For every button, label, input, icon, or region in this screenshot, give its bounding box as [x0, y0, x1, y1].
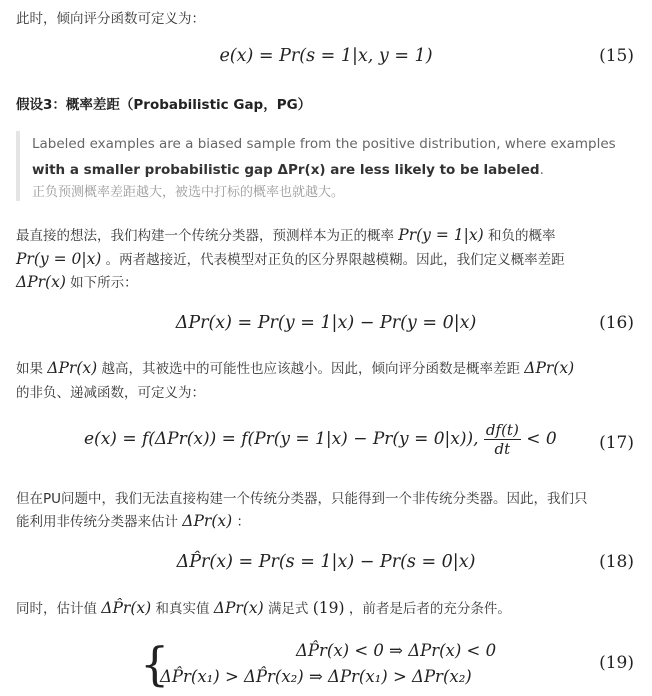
equation-17-number: (17)	[599, 433, 634, 453]
equation-19-number: (19)	[599, 653, 634, 673]
quote-line-1: Labeled examples are a biased sample from the positive distribution, where examples	[32, 136, 616, 152]
quote-line-3: 正负预测概率差距越大，被选中打标的概率也就越大。	[32, 185, 345, 200]
para2-line1: 如果 ΔPr(x) 越高，其被选中的可能性也应该越小。因此，倾向评分函数是概率差距 ΔPr(x)	[16, 359, 575, 377]
para3-line1: 但在PU问题中，我们无法直接构建一个传统分类器，只能得到一个非传统分类器。因此，我们只	[16, 491, 588, 507]
quote-bold-text: with a smaller probabilistic gap ΔPr(x) are less likely to be labeled	[32, 162, 540, 178]
left-brace: {	[140, 637, 170, 691]
assumption-heading: 假设3：概率差距（Probabilistic Gap，PG）	[16, 97, 312, 113]
para4-line1: 同时，估计值 ΔP̂r(x) 和真实值 ΔPr(x) 满足式 (19) ，前者是后者的充分条件。	[16, 599, 511, 617]
quote-bar	[16, 131, 20, 201]
math-inline: ΔPr(x)	[182, 512, 233, 530]
math-inline: (19)	[312, 599, 345, 617]
math-inline: ΔPr(x)	[524, 359, 575, 377]
equation-18: ΔP̂r(x) = Pr(s = 1|x) − Pr(s = 0|x)	[176, 552, 476, 572]
math-inline: ΔP̂r(x)	[101, 599, 152, 617]
para1-line2: Pr(y = 0|x) 。两者越接近，代表模型对正负的区分界限越模糊。因此，我们定义概率差距	[16, 250, 565, 268]
math-inline: Pr(y = 0|x)	[16, 250, 102, 268]
para3-line2: 能利用非传统分类器来估计 ΔPr(x) ：	[16, 512, 250, 530]
math-inline: ΔPr(x)	[47, 359, 98, 377]
math-inline: Pr(y = 1|x)	[398, 226, 484, 244]
equation-19-line-2: ΔP̂r(x₁) > ΔP̂r(x₂) ⇒ ΔPr(x₁) > ΔPr(x₂)	[160, 667, 472, 686]
intro-text: 此时，倾向评分函数可定义为：	[16, 11, 205, 27]
equation-16: ΔPr(x) = Pr(y = 1|x) − Pr(y = 0|x)	[175, 313, 477, 333]
equation-17: e(x) = f(ΔPr(x)) = f(Pr(y = 1|x) − Pr(y = 0|x)), $\frac{df(t)}{dt}$ < 0	[84, 421, 557, 458]
equation-15: e(x) = Pr(s = 1|x, y = 1)	[219, 46, 433, 66]
equation-18-number: (18)	[599, 552, 634, 572]
equation-16-number: (16)	[599, 313, 634, 333]
math-inline: ΔPr(x)	[213, 599, 264, 617]
quote-line-2: with a smaller probabilistic gap ΔPr(x) are less likely to be labeled.	[32, 162, 544, 178]
para1-line3: ΔPr(x) 如下所示：	[16, 273, 138, 291]
math-inline: ΔPr(x)	[16, 273, 66, 291]
equation-19-line-1: ΔP̂r(x) < 0 ⇒ ΔPr(x) < 0	[296, 641, 497, 660]
equation-17-fraction: $\frac{df(t)}{dt}$	[485, 421, 519, 458]
para1-line1: 最直接的想法，我们构建一个传统分类器，预测样本为正的概率 Pr(y = 1|x) 和负的概率	[16, 226, 556, 244]
para2-line2: 的非负、递减函数，可定义为：	[16, 385, 205, 401]
equation-15-number: (15)	[599, 46, 634, 66]
